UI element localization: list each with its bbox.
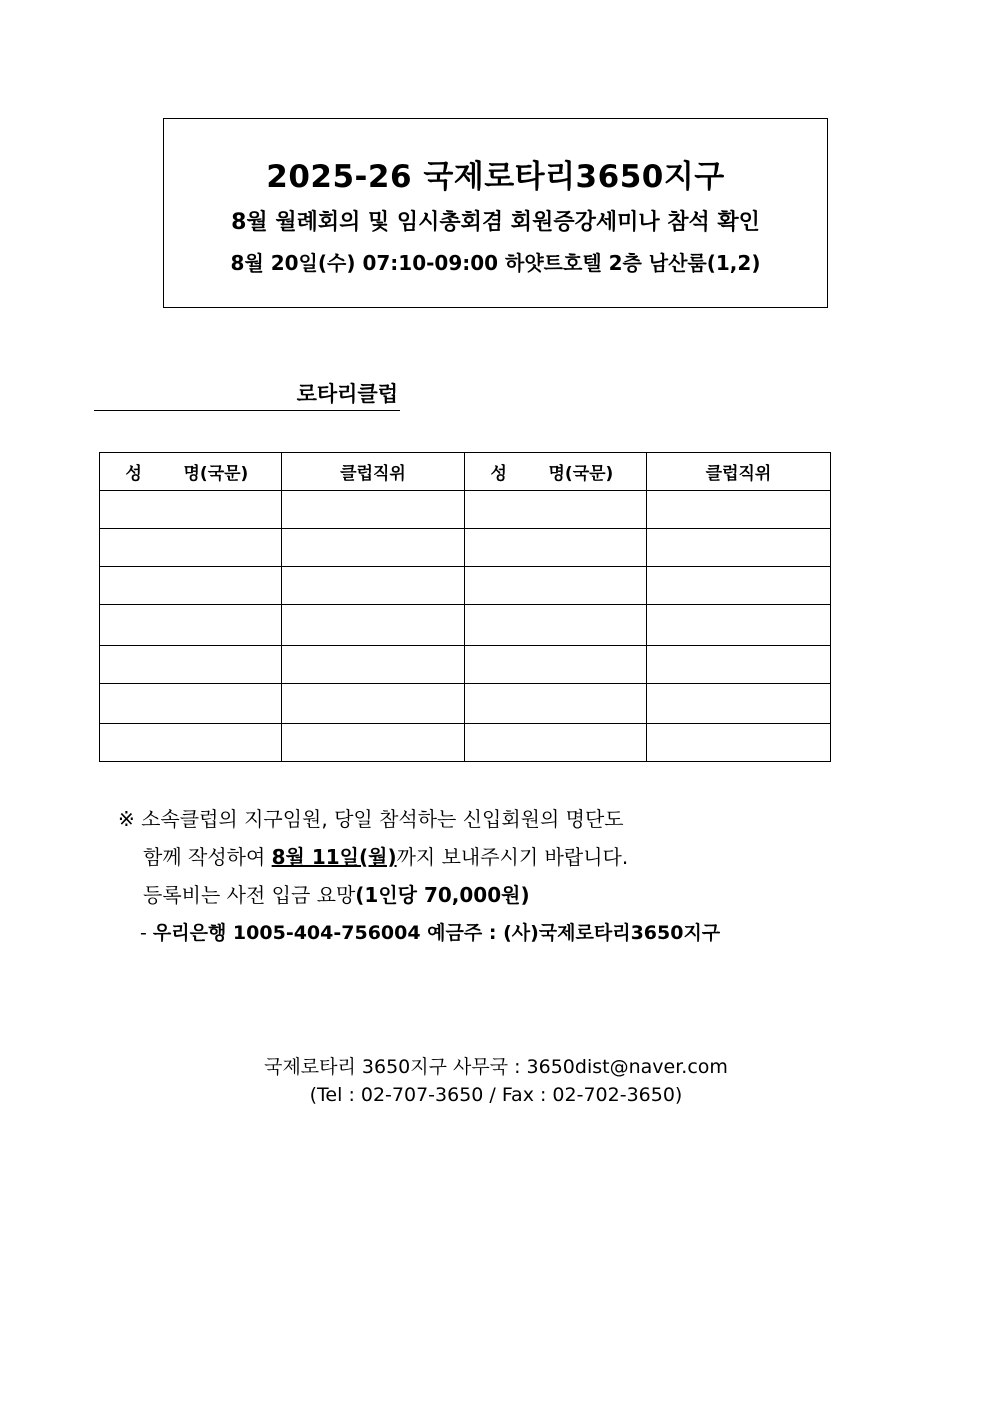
cell-position[interactable] <box>282 491 465 529</box>
cell-name[interactable] <box>465 605 647 646</box>
cell-name[interactable] <box>100 724 282 762</box>
cell-name[interactable] <box>465 724 647 762</box>
table-row <box>100 684 831 724</box>
table-row <box>100 491 831 529</box>
table-row <box>100 567 831 605</box>
table-row <box>100 646 831 684</box>
cell-position[interactable] <box>647 529 831 567</box>
footer-contact: (Tel : 02-707-3650 / Fax : 02-702-3650) <box>309 1084 683 1106</box>
cell-position[interactable] <box>647 646 831 684</box>
cell-name[interactable] <box>100 529 282 567</box>
bank-info: - 우리은행 1005-404-756004 예금주 : (사)국제로타리3650지구 <box>140 922 721 944</box>
club-name-field[interactable] <box>94 384 400 411</box>
registration-fee: (1인당 70,000원) <box>355 883 530 907</box>
event-details: 8월 20일(수) 07:10-09:00 하얏트호텔 2층 남산룸(1,2) <box>230 251 761 275</box>
cell-name[interactable] <box>100 567 282 605</box>
cell-position[interactable] <box>647 684 831 724</box>
header-name-1: 성 명(국문) <box>100 453 282 491</box>
cell-position[interactable] <box>647 605 831 646</box>
cell-name[interactable] <box>100 605 282 646</box>
cell-position[interactable] <box>282 724 465 762</box>
cell-name[interactable] <box>100 646 282 684</box>
header-name-2: 성 명(국문) <box>465 453 647 491</box>
club-label: 로타리클럽 <box>296 382 398 406</box>
note-line-1: ※ 소속클럽의 지구임원, 당일 참석하는 신입회원의 명단도 <box>118 807 624 831</box>
cell-position[interactable] <box>282 567 465 605</box>
cell-position[interactable] <box>647 491 831 529</box>
cell-position[interactable] <box>647 724 831 762</box>
table-row <box>100 605 831 646</box>
notes-section <box>118 800 878 952</box>
cell-name[interactable] <box>465 491 647 529</box>
table-row <box>100 724 831 762</box>
note-line-2: 함께 작성하여 8월 11일(월)까지 보내주시기 바랍니다. <box>143 845 629 869</box>
cell-name[interactable] <box>100 491 282 529</box>
cell-position[interactable] <box>647 567 831 605</box>
cell-name[interactable] <box>465 529 647 567</box>
cell-name[interactable] <box>465 684 647 724</box>
header-box <box>163 118 828 308</box>
document-title: 2025-26 국제로타리3650지구 <box>266 159 725 195</box>
table-row <box>100 529 831 567</box>
bank-account: 우리은행 1005-404-756004 예금주 : (사)국제로타리3650지구 <box>152 922 721 944</box>
cell-name[interactable] <box>465 567 647 605</box>
table-header-row <box>100 453 831 491</box>
note-line-3: 등록비는 사전 입금 요망(1인당 70,000원) <box>143 883 530 907</box>
footer-office-email: 국제로타리 3650지구 사무국 : 3650dist@naver.com <box>264 1056 728 1078</box>
cell-position[interactable] <box>282 529 465 567</box>
cell-position[interactable] <box>282 646 465 684</box>
cell-position[interactable] <box>282 605 465 646</box>
cell-position[interactable] <box>282 684 465 724</box>
attendance-table <box>99 452 831 762</box>
header-position-1: 클럽직위 <box>282 453 465 491</box>
cell-name[interactable] <box>100 684 282 724</box>
document-subtitle: 8월 월례회의 및 임시총회겸 회원증강세미나 참석 확인 <box>231 210 760 235</box>
header-position-2: 클럽직위 <box>647 453 831 491</box>
cell-name[interactable] <box>465 646 647 684</box>
deadline-date: 8월 11일(월) <box>271 845 397 869</box>
